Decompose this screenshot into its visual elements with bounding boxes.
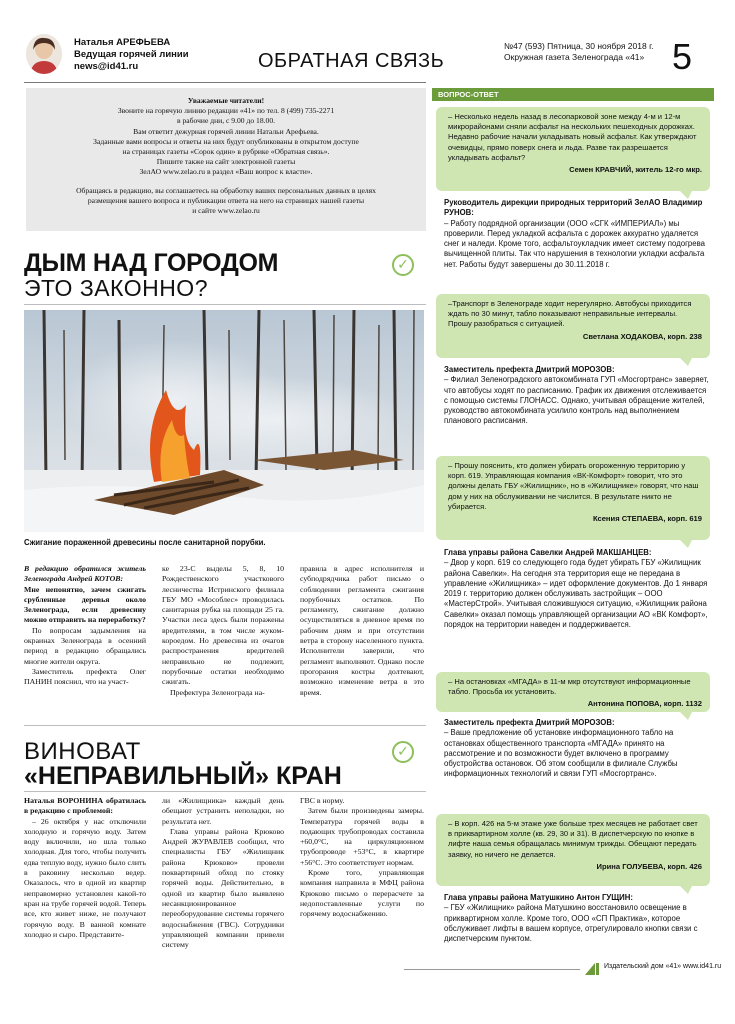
article1-column-2 xyxy=(162,564,284,698)
photo-caption: Сжигание пораженной древесины после санитарной порубки. xyxy=(24,538,266,547)
notice-line: на страницах газеты «Сорок один» в рубрике «Обратная связь». xyxy=(122,147,330,157)
author-block xyxy=(74,37,254,73)
question-signature: Ирина ГОЛУБЕВА, корп. 426 xyxy=(596,861,702,871)
divider xyxy=(24,791,426,792)
notice-line: размещения вашего вопроса и публикации ответа на него на страницах нашей газеты xyxy=(87,195,365,205)
issue-info xyxy=(504,41,674,63)
question-signature: Антонина ПОПОВА, корп. 1132 xyxy=(587,699,702,709)
author-role: Ведущая горячей линии xyxy=(74,49,189,60)
section-title: ОБРАТНАЯ СВЯЗЬ xyxy=(258,50,445,72)
article1-paragraph: Префектура Зеленограда на- xyxy=(170,687,265,697)
article2-paragraph: Глава управы района Крюково Андрей ЖУРАВЛЕВ сообщил, что специалисты ГБУ «Жилищник района Крюково» провели поквартирный обход по стояку горячей воды. Действительно, в одной из квартир было выявлено несанкционированное переоборудование системы горячего водоснабжения (ГВС). Сотрудники управляющей компании привели систему xyxy=(162,826,284,950)
article2-lead: Наталья ВОРОНИНА обратилась в редакцию с проблемой: xyxy=(24,796,146,816)
notice-line: в рабочие дни, с 9.00 до 18.00. xyxy=(176,116,276,126)
question-text: – На остановках «МГАДА» в 11-м мкр отсутствуют информационные табло. Просьба их установить. xyxy=(448,677,691,697)
article1-paragraph: правила в адрес исполнителя и субподрядчика работ письмо о соблюдении регламента сжигания порубочных остатков. По регламенту, сжигание должно осуществляться в дневное время по рабочим дням и при отсутствии ветра в сторону населенного пункта. Исполнители заверили, что регламент выполняют. Однако после прогорания костры долтевают, возможно изменение ветра в это время. xyxy=(300,564,424,697)
notice-line: Обращаясь в редакцию, вы соглашаетесь на обработку ваших персональных данных в целях xyxy=(76,185,376,195)
divider xyxy=(24,725,426,726)
question-text: – Несколько недель назад в лесопарковой зоне между 4-м и 12-м микрорайонами сняли асфальт на нескольких пешеходных дорожках. Недавно рабочие начали укладывать новый асфальт. Как утверждают очевидцы, прямо поверх снега и льда. Разве так разрешается укладывать асфальт? xyxy=(448,112,697,162)
question-text: –Транспорт в Зеленограде ходит нерегулярно. Автобусы приходится ждать по 30 минут, табло показывают неправильные интервалы. Прошу разобраться с ситуацией. xyxy=(448,299,692,329)
answer-text: – Филиал Зеленоградского автокомбината ГУП «Мосгортранс» заверяет, что автобусы ходят по расписанию. График их движения отслеживается с помощью системы ГЛОНАСС. Однако, учитывая обращение жителей, руководство автокомбината усилило контроль над выполнением планового расписания. xyxy=(444,375,709,426)
article2-paragraph: ГВС в норму. xyxy=(300,796,345,805)
answer-block xyxy=(444,548,710,630)
answer-author: Глава управы района Матушкино Антон ГУЩИН: xyxy=(444,893,633,902)
article1-headline: ДЫМ НАД ГОРОДОМ xyxy=(24,249,279,277)
question-text: – Прошу пояснить, кто должен убирать огороженную территорию у корп. 619. Управляющая компания «ВК-Комфорт» говорит, что это должны делать ГБУ «Жилищник», но в «Жилищнике» говорят, что наш дом у них на обслуживании не числится. В результате никто не убирается. xyxy=(448,461,699,511)
question-signature: Светлана ХОДАКОВА, корп. 238 xyxy=(582,331,702,341)
notice-greeting: Уважаемые читатели! xyxy=(187,96,265,105)
footer-text[interactable]: Издательский дом «41» www.id41.ru xyxy=(604,963,722,970)
answer-text: – Двор у корп. 619 со следующего года будет убирать ГБУ «Жилищник района Савелки». На сегодня эта территория еще не передана в управление «Жилищника» – идет оформление документов. До 1 января 2019 г. территорию должен обслуживать застройщик – ООО «МастерСтрой». Учитывая сложившуюся ситуацию, «Жилищник района Савелки» оказал помощь управляющей организации АО «ВК Комфорт», порядок на территории наведен и поддерживается. xyxy=(444,558,708,630)
answer-author: Заместитель префекта Дмитрий МОРОЗОВ: xyxy=(444,365,615,374)
issue-line-2: Окружная газета Зеленограда «41» xyxy=(504,52,645,62)
author-email[interactable]: news@id41.ru xyxy=(74,61,139,72)
answer-author: Руководитель дирекции природных территорий ЗелАО Владимир РУНОВ: xyxy=(444,198,703,218)
article1-column-3 xyxy=(300,564,424,698)
question-signature: Семен КРАВЧИЙ, житель 12-го мкр. xyxy=(569,165,702,175)
article1-paragraph: Заместитель префекта Олег ПАНИН пояснил, что на участ- xyxy=(24,666,146,687)
notice-line: Звоните на горячую линию редакции «41» по тел. 8 (499) 735-2271 xyxy=(117,106,335,116)
answer-block xyxy=(444,198,710,270)
notice-line: Вам ответит дежурная горячей линии Натальи Арефьева. xyxy=(133,126,319,136)
article2-paragraph: ли «Жилищника» каждый день обещают устранить неполадки, но результата нет. xyxy=(162,796,284,826)
answer-text: – Ваше предложение об установке информационного табло на остановках общественного транспорта «МГАДА» принято на рассмотрение и по возможности будет включено в программу обустройства остановок. Об этом сообщили в филиале Службы информационных технологий и связи ГУП «Мосгортранс». xyxy=(444,728,678,779)
article2-paragraph: Кроме того, управляющая компания направила в МФЦ района Крюково письмо о перерасчете за недопоставленные услуги по горячему водоснабжению. xyxy=(300,868,424,919)
article2-column-3 xyxy=(300,796,424,920)
divider xyxy=(24,304,426,305)
page-number: 5 xyxy=(672,36,693,77)
article1-paragraph: ке 23-С выделы 5, 8, 10 Рождественского участкового лесничества Истринского филиала ГБУ МО «Мособлес» проводилась санитарная рубка на площади 25 га. Участки леса здесь были поражены вредителями, в том числе жуком-короедом. Но древесина из очагов распространения вредителей неправильно не подлежит, порубочные остатки необходимо сжигать. xyxy=(162,564,284,687)
avatar xyxy=(26,34,62,74)
notice-line: ЗелАО www.zelao.ru в раздел «Ваш вопрос к власти». xyxy=(139,167,313,177)
check-icon: ✓ xyxy=(392,741,414,763)
article2-column-1 xyxy=(24,796,146,940)
answer-block xyxy=(444,365,710,427)
answer-text: – Работу подрядной организации (ООО «СГК «ИМПЕРИАЛ») мы проверили. Перед укладкой асфальта с дорожек аккуратно удаляется снег и наледи. Кроме того, асфальтоукладчик имеет систему подогрева вычищенной плиты. Так что нарушения в технологии укладки асфальта нет. Работы будут завершены до 30.11.2018 г. xyxy=(444,218,705,269)
footer-divider xyxy=(404,969,580,970)
issue-line-1: №47 (593) Пятница, 30 ноября 2018 г. xyxy=(504,41,654,51)
answer-block xyxy=(444,718,710,780)
notice-line: и сайте www.zelao.ru xyxy=(192,206,260,216)
article2-column-2 xyxy=(162,796,284,950)
article1-subheadline: ЭТО ЗАКОННО? xyxy=(24,275,208,301)
question-bubble xyxy=(436,672,710,712)
forest-fire-photo xyxy=(24,310,424,532)
answer-author: Глава управы района Савелки Андрей МАКШАНЦЕВ: xyxy=(444,548,652,557)
answer-author: Заместитель префекта Дмитрий МОРОЗОВ: xyxy=(444,718,615,727)
article2-paragraph: Затем были произведены замеры. Температура горячей воды в подающих трубопроводах составила +60,0°С, на циркуляционном трубопроводе +53°С, в квартире +56°С. Это соответствует нормам. xyxy=(300,806,424,867)
notice-box xyxy=(26,88,426,231)
article2-headline: ВИНОВАТ xyxy=(24,738,141,765)
question-bubble xyxy=(436,294,710,358)
answer-text: – ГБУ «Жилищник» района Матушкино восстановило освещение в приквартирном холле. Кроме того, ООО «СП Практика», которое обслуживает лифты в вашем корпусе, отрегулировало кнопки связи с диспетчерским пунктом. xyxy=(444,903,698,944)
notice-line: Заданные вами вопросы и ответы на них будут опубликованы в открытом доступе xyxy=(93,136,359,146)
publisher-logo xyxy=(585,962,599,974)
answer-block xyxy=(444,893,710,944)
article2-subheadline: «НЕПРАВИЛЬНЫЙ» КРАН xyxy=(24,762,342,790)
article1-paragraph: По вопросам задымления на окраинах Зеленограда в осенний период в редакцию обращались многие жители округа. xyxy=(24,625,146,666)
sidebar-header: ВОПРОС-ОТВЕТ xyxy=(432,88,714,101)
question-text: – В корп. 426 на 5-м этаже уже больше трех месяцев не работает свет в приквартирном холле (кв. 29, 30 и 31). В диспетчерскую по кнопке в лифте наша семья обращалась минимум трижды. Обещают передать заявку, но ничего не делается. xyxy=(448,819,698,859)
author-name: Наталья АРЕФЬЕВА xyxy=(74,37,171,48)
question-bubble xyxy=(436,814,710,886)
article1-lead: В редакцию обратился житель Зеленограда Андрей КОТОВ: xyxy=(24,564,146,584)
article1-question: Мне непонятно, зачем сжигать срубленные деревья около Зеленограда, если древесину можно отправить на переработку? xyxy=(24,584,146,625)
question-signature: Ксения СТЕПАЕВА, корп. 619 xyxy=(592,514,702,524)
header-divider xyxy=(24,82,426,83)
article1-column-1 xyxy=(24,564,146,688)
check-icon: ✓ xyxy=(392,254,414,276)
question-bubble xyxy=(436,456,710,540)
notice-line: Пишите также на сайт электронной газеты xyxy=(156,157,296,167)
question-bubble xyxy=(436,107,710,191)
article2-paragraph: – 26 октября у нас отключили холодную и горячую воду. Затем воду включили, но шла только холодная. Для того, чтобы получить едва теплую воду, нужно было слить в раковину несколько ведер. Оказалось, что в одной из квартир неправомерно установлен какой-то кран на трубе горячей водой. Теперь все, кто живет ниже, не получают горячую воду. В ванной комнате холодно и сыро. Представите- xyxy=(24,816,147,939)
